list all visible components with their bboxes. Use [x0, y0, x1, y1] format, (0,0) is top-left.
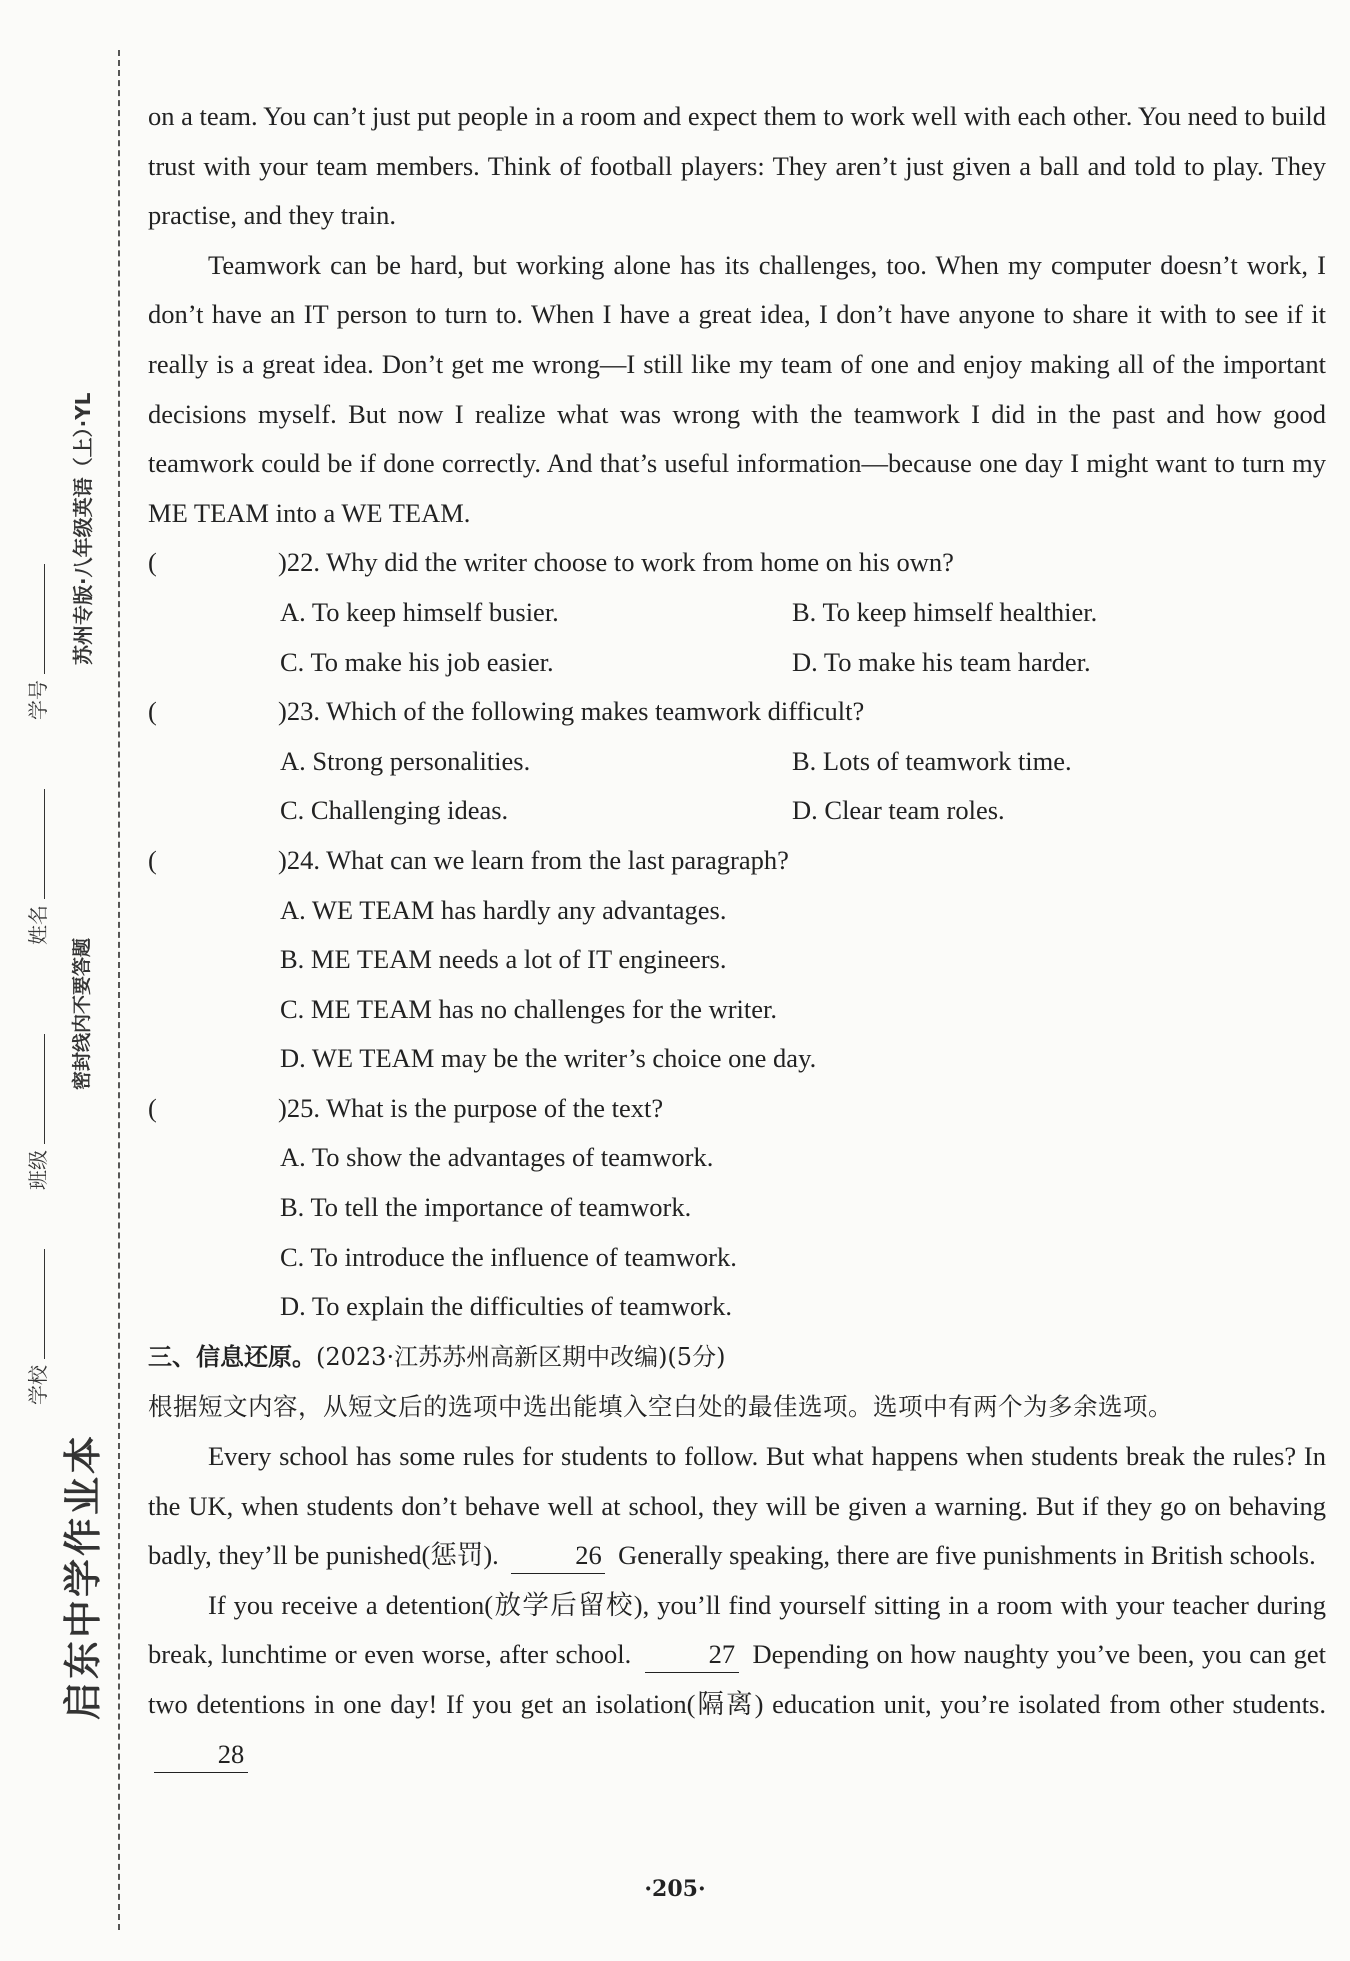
- question-22: [148, 538, 1326, 687]
- answer-bracket[interactable]: (: [148, 547, 157, 578]
- section-source: (2023·江苏苏州高新区期中改编)(5分): [316, 1342, 726, 1371]
- section-title: 三、信息还原。: [148, 1342, 316, 1371]
- answer-bracket[interactable]: (: [148, 696, 157, 727]
- blank-28[interactable]: 28: [154, 1736, 248, 1773]
- passage-paragraph: on a team. You can’t just put people in a room and expect them to work well with each other. You need to build trust with your team members. Think of football players: They aren’t just given a ball and told to play. They practise, and they train.: [148, 101, 1326, 231]
- section-instruction: 根据短文内容，从短文后的选项中选出能填入空白处的最佳选项。选项中有两个为多余选项。: [148, 1392, 1173, 1422]
- page-content: [148, 92, 1326, 1779]
- option: A. To keep himself busier.: [280, 596, 559, 627]
- question-stem: )23. Which of the following makes teamwork difficult?: [278, 696, 865, 727]
- seal-note: 密封线内不要答题: [71, 937, 93, 1090]
- option: A. Strong personalities.: [280, 745, 531, 776]
- seal-dashed-line: [118, 50, 120, 1930]
- option: C. Challenging ideas.: [280, 795, 509, 826]
- binding-strip: [0, 0, 130, 1961]
- option: D. Clear team roles.: [792, 795, 1005, 826]
- question-stem: )24. What can we learn from the last paragraph?: [278, 844, 789, 875]
- answer-bracket[interactable]: (: [148, 844, 157, 875]
- question-25: [148, 1084, 1326, 1332]
- name-field: 姓名: [22, 789, 51, 945]
- option: D. To make his team harder.: [792, 646, 1091, 677]
- question-stem: )22. Why did the writer choose to work from home on his own?: [278, 547, 954, 578]
- passage-paragraph: Every school has some rules for students to follow. But what happens when students break the rules? In the UK, when students don’t behave well at school, they will be given a warning. But if they go on behaving badly, they’ll be punished(惩罚). 26 Generally speaking, there are five punishments in British schools.: [148, 1432, 1326, 1581]
- option: C. ME TEAM has no challenges for the writer.: [280, 993, 778, 1024]
- option: C. To make his job easier.: [280, 646, 554, 677]
- passage-paragraph: Teamwork can be hard, but working alone has its challenges, too. When my computer doesn’t work, I don’t have an IT person to turn to. When I have a great idea, I don’t have anyone to share it with to see if it really is a great idea. Don’t get me wrong—I still like my team of one and enjoy making all of the important decisions myself. But now I realize what was wrong with the teamwork I did in the past and how good teamwork could be if done correctly. And that’s useful information—because one day I might want to turn my ME TEAM into a WE TEAM.: [148, 249, 1326, 528]
- question-23: [148, 687, 1326, 836]
- blank-26[interactable]: 26: [511, 1537, 605, 1574]
- option: C. To introduce the influence of teamwork.: [280, 1241, 737, 1272]
- option: B. ME TEAM needs a lot of IT engineers.: [280, 944, 727, 975]
- option: A. To show the advantages of teamwork.: [280, 1142, 714, 1173]
- question-24: [148, 836, 1326, 1084]
- option: B. Lots of teamwork time.: [792, 745, 1072, 776]
- section-heading: [148, 1332, 1326, 1383]
- passage-paragraph: If you receive a detention(放学后留校), you’ll find yourself sitting in a room with your teacher during break, lunchtime or even worse, after school. 27 Depending on how naughty you’ve been, you can get two detentions in one day! If you get an isolation(隔离) education unit, you’re isolated from other students. 28: [148, 1581, 1326, 1779]
- option: D. To explain the difficulties of teamwork.: [280, 1291, 732, 1322]
- answer-bracket[interactable]: (: [148, 1092, 157, 1123]
- school-field: 学校: [22, 1249, 51, 1405]
- class-field: 班级: [22, 1034, 51, 1190]
- edition-info: 苏州专版·八年级英语（上）·YL: [71, 392, 95, 665]
- student-number-field: 学号: [22, 564, 51, 720]
- option: D. WE TEAM may be the writer’s choice one day.: [280, 1043, 817, 1074]
- blank-27[interactable]: 27: [645, 1636, 739, 1673]
- option: A. WE TEAM has hardly any advantages.: [280, 894, 727, 925]
- option: B. To keep himself healthier.: [792, 596, 1098, 627]
- question-stem: )25. What is the purpose of the text?: [278, 1092, 664, 1123]
- option: B. To tell the importance of teamwork.: [280, 1192, 692, 1223]
- brand-title: 启东中学作业本: [61, 1432, 105, 1720]
- page-number: ·205·: [644, 1876, 706, 1902]
